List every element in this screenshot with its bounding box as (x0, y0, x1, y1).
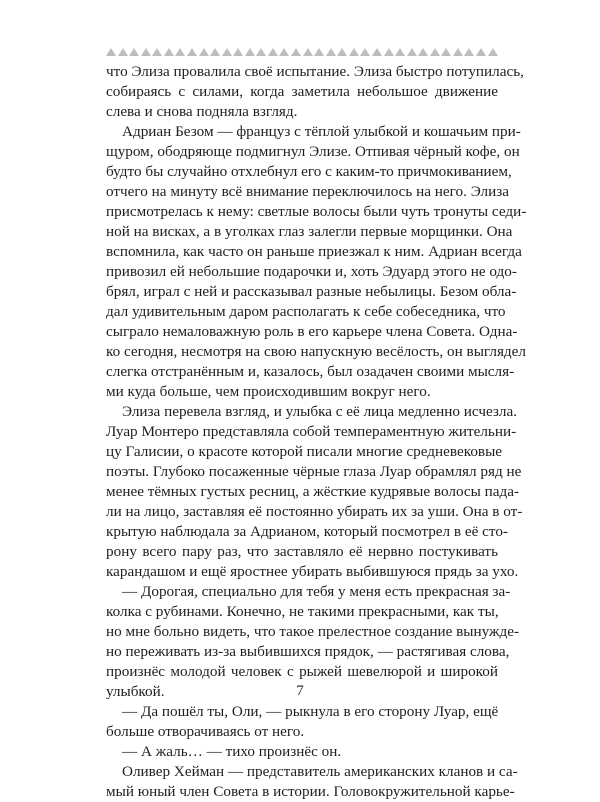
ornament-triangle (233, 48, 243, 56)
text-line: рону всего пару раз, что заставляло её нервно постукивать (106, 543, 498, 560)
text-line: — Да пошёл ты, Оли, — рыкнула в его сторону Луар, ещё (122, 703, 499, 720)
text-line: больше отворачиваясь от него. (106, 723, 305, 740)
ornament-triangle (268, 48, 278, 56)
text-line: мый юный член Совета в истории. Головокружительной карье- (106, 783, 515, 800)
ornament-triangle (129, 48, 139, 56)
ornament-triangle (256, 48, 266, 56)
ornament-triangle (303, 48, 313, 56)
text-line: будто бы случайно отхлебнул его с каким-то причмокиванием, (106, 163, 512, 180)
ornament-triangle (210, 48, 220, 56)
ornament-triangle (407, 48, 417, 56)
text-line: ли на лицо, заставляя её постоянно убирать их за уши. Она в от- (106, 503, 523, 520)
ornament-triangle (245, 48, 255, 56)
text-line: ной на висках, а в уголках глаз залегли первые морщинки. Она (106, 223, 513, 240)
text-line: — А жаль… — тихо произнёс он. (122, 743, 342, 760)
text-line: Элиза перевела взгляд, и улыбка с её лица медленно исчезла. (122, 403, 518, 420)
ornament-triangle (106, 48, 116, 56)
text-line: что Элиза провалила своё испытание. Элиза быстро потупилась, (106, 63, 524, 80)
text-line: улыбкой. (106, 683, 165, 700)
ornament-triangle (152, 48, 162, 56)
ornament-triangle (199, 48, 209, 56)
ornament-triangle (488, 48, 498, 56)
text-line: сыграло немаловажную роль в его карьере члена Совета. Одна- (106, 323, 518, 340)
text-line: поэты. Глубоко посаженные чёрные глаза Луар обрамлял ряд не (106, 463, 522, 480)
text-line: вспомнила, как часто он раньше приезжал к ним. Адриан всегда (106, 243, 522, 260)
ornament-triangle (395, 48, 405, 56)
ornament-triangle (464, 48, 474, 56)
text-line: привозил ей небольшие подарочки и, хоть Эдуард этого не одо- (106, 263, 517, 280)
header-ornament (106, 44, 498, 56)
text-line: карандашом и ещё яростнее убирать выбившуюся прядь за ухо. (106, 563, 519, 580)
ornament-triangle (360, 48, 370, 56)
ornament-triangle (279, 48, 289, 56)
text-line: — Дорогая, специально для тебя у меня есть прекрасная за- (122, 583, 511, 600)
text-line: менее тёмных густых ресниц, а жёсткие кудрявые волосы пада- (106, 483, 520, 500)
ornament-triangle (222, 48, 232, 56)
ornament-triangle (441, 48, 451, 56)
ornament-triangle (476, 48, 486, 56)
text-line: ми куда больше, чем происходившим вокруг него. (106, 383, 431, 400)
ornament-triangle (337, 48, 347, 56)
text-line: произнёс молодой человек с рыжей шевелюрой и широкой (106, 663, 498, 680)
text-line: дал удивительным даром располагать к себе собеседника, что (106, 303, 506, 320)
ornament-triangle (175, 48, 185, 56)
text-line: слева и снова подняла взгляд. (106, 103, 298, 120)
page-number: 7 (296, 683, 304, 699)
text-line: но переживать из-за выбившихся прядок, — растягивая слова, (106, 643, 510, 660)
text-line: Луар Монтеро представляла собой темпераментную жительни- (106, 423, 517, 440)
ornament-triangle (164, 48, 174, 56)
ornament-triangle (384, 48, 394, 56)
text-line: Оливер Хейман — представитель американских кланов и са- (122, 763, 518, 780)
text-line: цу Галисии, о красоте которой писали многие средневековые (106, 443, 503, 460)
ornament-triangle (453, 48, 463, 56)
ornament-triangle (349, 48, 359, 56)
ornament-triangle (187, 48, 197, 56)
text-line: щуром, ободряюще подмигнул Элизе. Отпивая чёрный кофе, он (106, 143, 520, 160)
ornament-triangle (118, 48, 128, 56)
text-line: крытую наблюдала за Адрианом, который посмотрел в её сто- (106, 523, 508, 540)
ornament-triangle (430, 48, 440, 56)
ornament-triangle (418, 48, 428, 56)
text-line: слегка отстранённым и, казалось, был озадачен своими мысля- (106, 363, 515, 380)
text-line: брял, играл с ней и рассказывал разные небылицы. Безом обла- (106, 283, 517, 300)
text-line: собираясь с силами, когда заметила небольшое движение (106, 83, 498, 100)
text-line: но мне больно видеть, что такое прелестное создание вынужде- (106, 623, 520, 640)
text-line: отчего на минуту всё внимание переключилось на него. Элиза (106, 183, 509, 200)
ornament-triangle (314, 48, 324, 56)
text-line: колка с рубинами. Конечно, не такими прекрасными, как ты, (106, 603, 499, 620)
text-line: Адриан Безом — француз с тёплой улыбкой и кошачьим при- (122, 123, 521, 140)
text-line: присмотрелась к нему: светлые волосы были чуть тронуты седи- (106, 203, 527, 220)
ornament-triangle (291, 48, 301, 56)
ornament-triangle (372, 48, 382, 56)
ornament-triangle (326, 48, 336, 56)
text-line: ко сегодня, несмотря на свою напускную весёлость, он выглядел (106, 343, 526, 360)
ornament-triangle (141, 48, 151, 56)
